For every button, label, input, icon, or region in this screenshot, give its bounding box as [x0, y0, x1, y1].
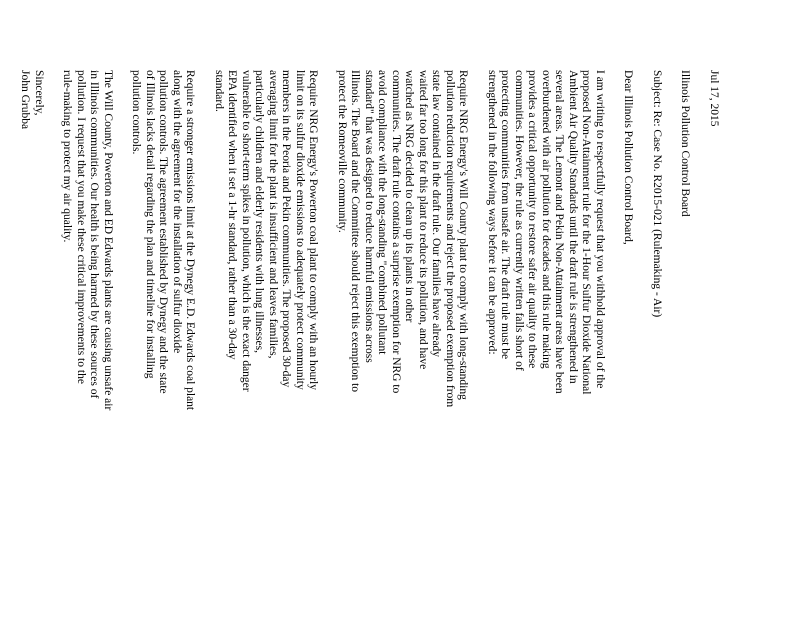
paragraph-ed-edwards	[129, 70, 197, 598]
letter-closing: Sincerely,	[33, 70, 45, 116]
letter-subject: Subject: Re: Case No. R2015-021 (Rulemaking - Air)	[651, 70, 663, 318]
letter-recipient: Illinois Pollution Control Board	[679, 70, 692, 217]
text-line: I am writing to respectfully request that you withhold approval of the	[594, 70, 606, 389]
text-line: EPA identified when it set a 1-hr standard, rather than a 30-day	[226, 70, 239, 360]
text-line: vulnerable to short-term spikes in pollution, which is the exact danger	[240, 70, 252, 392]
text-line: waited far too long for this plant to reduce its pollution, and have	[417, 70, 429, 370]
letter-salutation: Dear Illinois Pollution Control Board,	[622, 70, 635, 245]
text-line: state law contained in the draft rule. Our families have already	[430, 70, 443, 358]
text-line: The Will County, Powerton and ED Edwards plants are causing unsafe air	[102, 70, 114, 411]
text-line: proposed Non-Attainment rule for the 1-Hour Sulfur Dioxide National	[580, 70, 593, 395]
text-line: Require NRG Energy's Powerton coal plant to comply with an hourly	[307, 70, 320, 390]
paragraph-request	[485, 70, 607, 598]
paragraph-powerton	[212, 70, 320, 598]
text-line: pollution controls.	[130, 70, 143, 155]
text-line: limit on its sulfur dioxide emissions to adequately protect community	[294, 70, 306, 390]
text-line: strengthened in the following ways before it can be approved:	[486, 70, 498, 355]
text-line: protecting communities from unsafe air. The draft rule must be	[499, 70, 512, 360]
text-line: protect the Romeoville community.	[336, 70, 348, 233]
text-line: avoid compliance with the long-standing "combined pollutant	[376, 70, 389, 355]
text-line: communities. However, the rule as currently written falls short of	[513, 70, 525, 371]
text-line: provides a critical opportunity to restore safer air quality to these	[526, 70, 539, 369]
text-line: overburdened with air pollution for decades and this rule making	[540, 70, 552, 369]
text-line: Ambient Air Quality Standards until the draft rule is strengthened in	[567, 70, 579, 384]
letter-signature-name: John Grubba	[19, 70, 32, 130]
text-line: Illinois. The Board and the Committee should reject this exemption to	[349, 70, 362, 393]
text-line: Require a stronger emissions limit at the Dynegy E.D. Edwards coal plant	[184, 70, 197, 411]
text-line: averaging limit for the plant is insufficient and leaves families,	[267, 70, 279, 359]
text-line: pollution controls. The agreement established by Dynegy and the state	[157, 70, 170, 394]
text-line: standard" that was designed to reduce harmful emissions across	[363, 70, 375, 363]
text-line: members in the Peoria and Pekin communities. The proposed 30-day	[280, 70, 293, 388]
text-line: pollution. I request that you make these critical improvements to the	[75, 70, 87, 384]
text-line: watched as NRG decided to clean up its plants in other	[403, 70, 416, 323]
text-line: of Illinois lacks detail regarding the plan and timeline for installing	[144, 70, 156, 379]
text-line: particularly children and elderly residents with lung illnesses,	[253, 70, 266, 353]
text-line: in Illinois communities. Our health is being harmed by these sources of	[88, 70, 101, 399]
text-line: several areas. The Lemont and Pekin Non-Attainment areas have been	[553, 70, 566, 394]
text-line: Require NRG Energy's Will County plant to comply with long-standing	[457, 70, 470, 400]
text-line: communities. The draft rule contains a surprise exemption for NRG to	[390, 70, 402, 394]
paragraph-will-county	[335, 70, 470, 598]
text-line: standard.	[213, 70, 225, 112]
text-line: rule-making to protect my air quality.	[61, 70, 74, 243]
letter-date: Jul 17, 2015	[708, 70, 720, 127]
paragraph-conclusion	[60, 70, 114, 598]
text-line: along with the agreement for the installation of sulfur dioxide	[171, 70, 183, 354]
text-line: pollution reduction requirements and reject the proposed exemption from	[444, 70, 456, 408]
